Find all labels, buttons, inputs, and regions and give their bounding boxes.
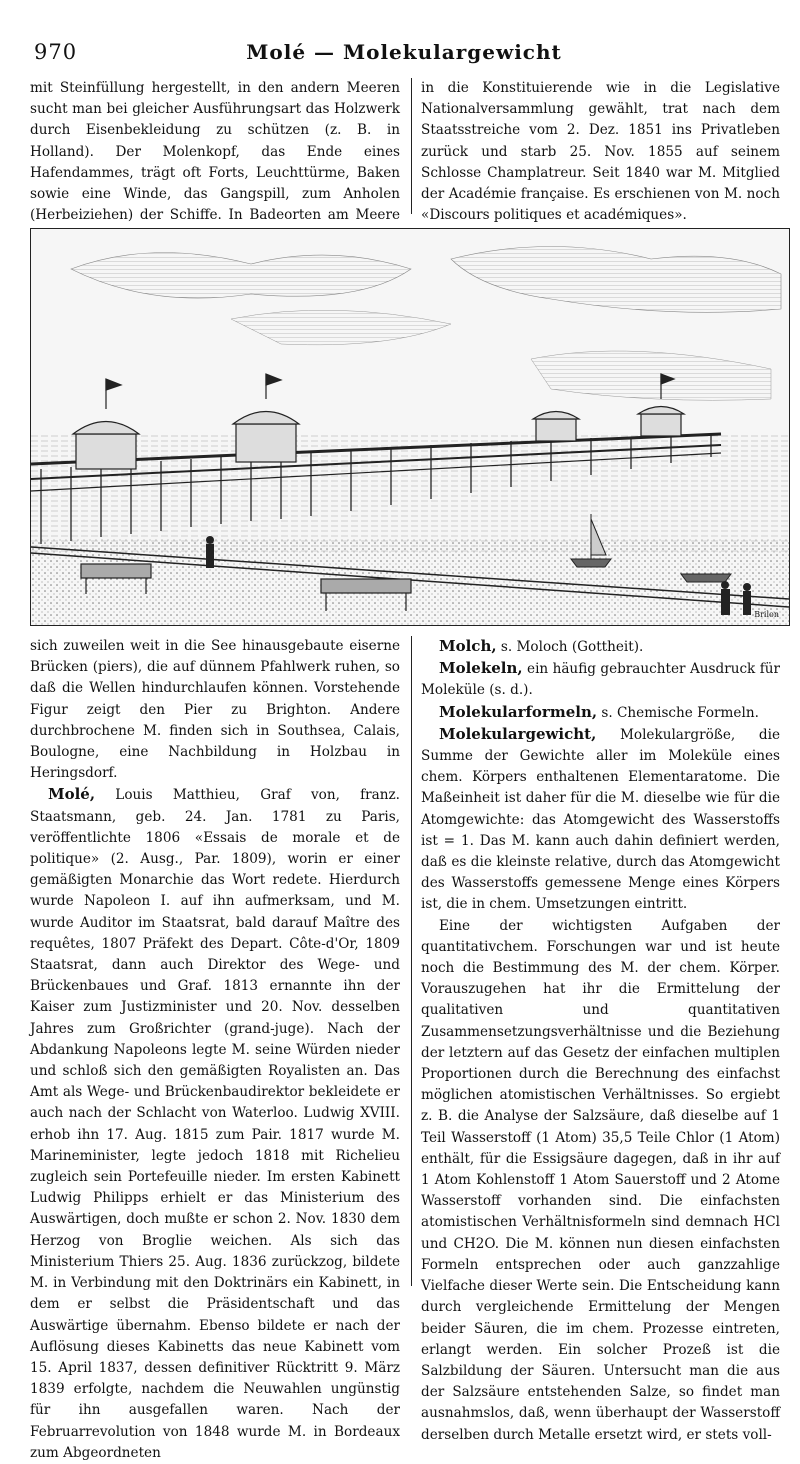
molekeln-entry bbox=[421, 658, 780, 701]
molch-entry-text: s. Moloch (Gottheit). bbox=[496, 639, 644, 655]
molekularformeln-entry-text: s. Chemische Formeln. bbox=[597, 704, 759, 721]
sea bbox=[31, 434, 789, 554]
mole-lemma: Molé, bbox=[48, 785, 96, 804]
molekeln-lemma: Molekeln, bbox=[439, 659, 523, 678]
molekularformeln-entry bbox=[421, 702, 780, 724]
mole-biography-continuation: in die Konstituierende wie in die Legislative Nationalversammlung gewählt, trat nach dem Staatsstreiche vom 2. Dez. 1851 ins Privatleben zurück und starb 25. Nov. 1855 auf seinem Schlosse Champlatreur. Seit 1840 war M. Mitglied der Académie française. Es erschienen von M. noch «Discours politiques et académiques». bbox=[421, 80, 780, 224]
column-divider-top bbox=[411, 78, 412, 214]
molch-entry bbox=[421, 636, 780, 658]
molekulargewicht-entry bbox=[421, 724, 780, 916]
molekulargewicht-lemma: Molekulargewicht, bbox=[439, 724, 597, 743]
pier-illustration bbox=[31, 229, 789, 625]
running-title: Molé — Molekulargewicht bbox=[246, 40, 562, 64]
mole-continuation-paragraph: mit Steinfüllung hergestellt, in den andern Meeren sucht man bei gleicher Ausführungsart das Holzwerk durch Eisenbekleidung zu schützen (z. B. in Holland). Der Molenkopf, das Ende eines Hafendammes, trägt oft Forts, Leuchttürme, Baken sowie eine Winde, das Gangspill, zum Anholen (Herbeiziehen) der Schiffe. In Badeorten am Meere bbox=[30, 80, 400, 224]
molch-lemma: Molch, bbox=[439, 637, 497, 655]
engraving-credit: Brilon bbox=[754, 610, 779, 619]
lower-right-column bbox=[421, 636, 780, 1446]
top-right-column bbox=[421, 78, 780, 226]
mole-entry-text: Louis Matthieu, Graf von, franz. Staatsmann, geb. 24. Jan. 1781 zu Paris, veröffentlichte 1806 «Essais de morale et de politique» (2. Ausg., Par. 1809), worin er einer gemäßigten Monarchie das Wort redete. Hierdurch wurde Napoleon I. auf ihn aufmerksam, und M. wurde Auditor im Staatsrat, bald darauf Maître des requêtes, 1807 Präfekt des Depart. Côte-d'Or, 1809 Staatsrat, dann auch Direktor des Wege- und Brückenbaues und Graf. 1813 ernannte ihn der Kaiser zum Justizminister und 20. Nov. desselben Jahres zum Großrichter (grand-juge). Nach der Abdankung Napoleons legte M. seine Würden nieder und schloß sich den gemäßigten Royalisten an. Das Amt als Wege- und Brückenbaudirektor bekleidete er auch nach der Schlacht von Waterloo. Ludwig XVIII. erhob ihn 17. Aug. 1815 zum Pair. 1817 wurde M. Marineminister, legte jedoch 1818 mit Richelieu zugleich sein Portefeuille nieder. Im ersten Kabinett Ludwig Philipps erhielt er das Ministerium des Auswärtigen, doch mußte er schon 2. Nov. 1830 dem Herzog von Broglie weichen. Als sich das Ministerium Thiers 25. Aug. 1836 zurückzog, bildete M. in Verbindung mit den Doktrinärs ein Kabinett, in dem er selbst die Präsidentschaft und das Auswärtige übernahm. Ebenso bildete er nach der Auflösung dieses Kabinetts das neue Kabinett vom 15. April 1837, dessen definitiver Rücktritt 9. März 1839 erfolgte, nachdem die Neuwahlen ungünstig für ihn ausgefallen waren. Nach der Februarrevolution von 1848 wurde M. in Bordeaux zum Abgeordneten bbox=[30, 787, 400, 1461]
molekulargewicht-paragraph-2: Eine der wichtigsten Aufgaben der quantitativchem. Forschungen war und ist heute noch die Bestimmung des M. der chem. Körper. Vorauszugehen hat ihr die Ermittelung der qualitativen und quantitativen Zusammensetzungsverhältnisse und die Beziehung der letztern auf das Gesetz der einfachen multiplen Proportionen durch die Berechnung des einfachst möglichen atomistischen Verhältnisses. So ergiebt z. B. die Analyse der Salzsäure, daß dieselbe auf 1 Teil Wasserstoff (1 Atom) 35,5 Teile Chlor (1 Atom) enthält, für die Essigsäure dagegen, daß in ihr auf 1 Atom Kohlenstoff 1 Atom Sauerstoff und 2 Atome Wasserstoff vorhanden sind. Die einfachsten atomistischen Verhältnisformeln sind demnach HCl und CH2O. Die M. können nun diesen einfachsten Formeln entsprechen oder auch ganzzahlige Vielfache dieser Werte sein. Die Entscheidung kann durch vergleichende Ermittelung der Mengen beider Säuren, die im chem. Prozesse eintreten, erlangt werden. Ein solcher Prozeß ist die Salzbildung der Säuren. Untersucht man die aus der Salzsäure entstehenden Salze, so findet man ausnahmslos, daß, wenn überhaupt der Wasserstoff derselben durch Metalle ersetzt wird, er stets voll- bbox=[421, 917, 780, 1443]
page-header bbox=[34, 40, 774, 70]
top-left-column bbox=[30, 78, 400, 248]
molekeln-entry-text: ein häufig gebrauchter Ausdruck für Moleküle (s. d.). bbox=[421, 661, 780, 699]
pier-paragraph: sich zuweilen weit in die See hinausgebaute eiserne Brücken (piers), die auf dünnem Pfahlwerk ruhen, so daß die Wellen hindurchlaufen können. Vorstehende Figur zeigt den Pier zu Brighton. Andere durchbrochene M. finden sich in Southsea, Calais, Boulogne, eine Nachbildung in Holzbau in Heringsdorf. bbox=[30, 638, 400, 782]
column-divider-bottom bbox=[411, 636, 412, 1286]
molekularformeln-lemma: Molekularformeln, bbox=[439, 702, 598, 721]
molekulargewicht-entry-text: Molekulargröße, die Summe der Gewichte aller im Moleküle eines chem. Körpers enthaltenen Elementaratome. Die Maßeinheit ist daher für die M. dieselbe wie für die Atomgewichte: das Atomgewicht des Wasserstoffs ist = 1. Das M. kann auch dahin definiert werden, daß es die kleinste relative, durch das Atomgewicht des Wasserstoffs gemessene Menge eines Körpers ist, die in chem. Umsetzungen eintritt. bbox=[421, 726, 780, 913]
page-number: 970 bbox=[34, 40, 78, 64]
brighton-pier-engraving bbox=[30, 228, 790, 626]
mole-entry bbox=[30, 784, 400, 1464]
lower-left-column bbox=[30, 636, 400, 1464]
